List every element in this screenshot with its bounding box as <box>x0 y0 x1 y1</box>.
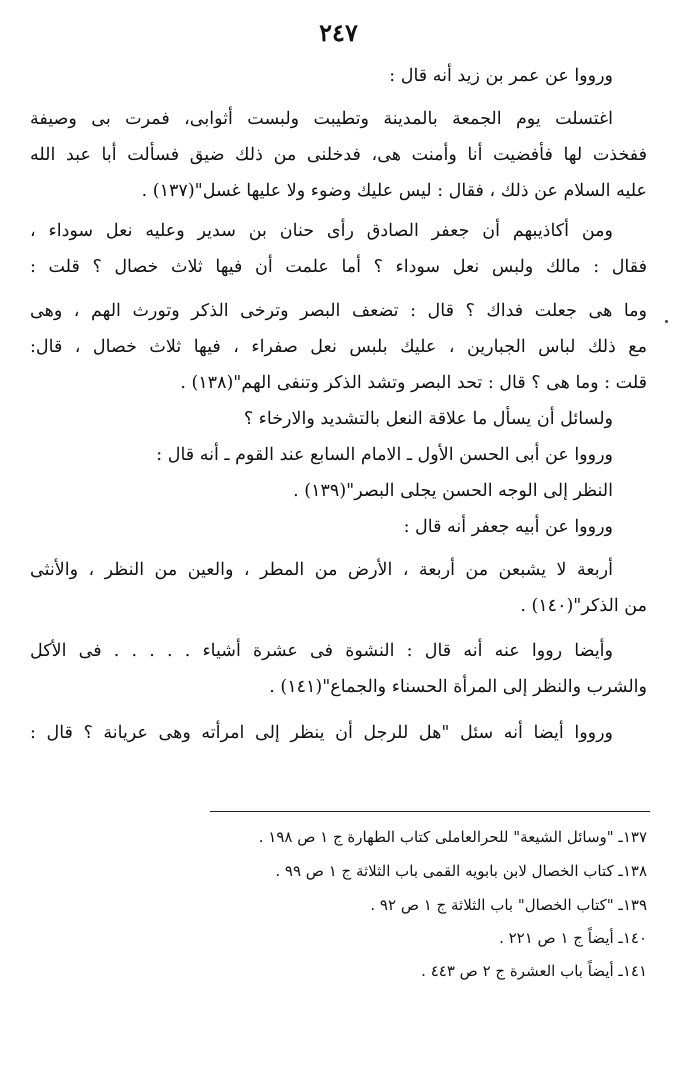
text-line: ففخذت لها فأفضيت أنا وأمنت هى، فدخلنى من ذلك ضيق فسألت أبا عبد الله <box>30 145 647 165</box>
text-line: ولسائل أن يسأل ما علاقة النعل بالتشديد والارخاء ؟ <box>243 409 613 429</box>
footnote: ١٣٩ـ "كتاب الخصال" باب الثلاثة ج ١ ص ٩٢ . <box>370 896 647 914</box>
text-line: مع ذلك لباس الجبارين ، عليك بلبس نعل صفراء ، فيها ثلاث خصال ، قال: <box>30 337 647 357</box>
footnote: ١٣٨ـ كتاب الخصال لابن بابويه القمى باب الثلاثة ج ١ ص ٩٩ . <box>275 862 647 880</box>
margin-mark <box>665 320 668 323</box>
footnote: ١٣٧ـ "وسائل الشيعة" للحرالعاملى كتاب الطهارة ج ١ ص ١٩٨ . <box>258 828 647 846</box>
text-line: ومن أكاذيبهم أن جعفر الصادق رأى حنان بن سدير وعليه نعل سوداء ، <box>30 221 613 241</box>
text-line: قلت : وما هى ؟ قال : تحد البصر وتشد الذكر وتنفى الهم"(١٣٨) . <box>180 373 647 393</box>
text-line: من الذكر"(١٤٠) . <box>520 596 647 616</box>
text-line: أربعة لا يشبعن من أربعة ، الأرض من المطر ، والعين من النظر ، والأنثى <box>30 560 613 580</box>
text-line: ورووا عن عمر بن زيد أنه قال : <box>389 66 613 86</box>
footnote: ١٤٠ـ أيضاً ج ١ ص ٢٢١ . <box>499 929 647 947</box>
page-number: ٢٤٧ <box>319 18 358 47</box>
text-line: والشرب والنظر إلى المرأة الحسناء والجماع"(١٤١) . <box>269 677 647 697</box>
text-line: وأيضا رووا عنه أنه قال : النشوة فى عشرة أشياء . . . . . فى الأكل <box>30 641 613 661</box>
text-line: ورووا عن أبيه جعفر أنه قال : <box>403 517 613 537</box>
text-line: وما هى جعلت فداك ؟ قال : تضعف البصر وترخى الذكر وتورث الهم ، وهى <box>30 301 647 321</box>
footnote: ١٤١ـ أيضاً باب العشرة ج ٢ ص ٤٤٣ . <box>421 962 647 980</box>
text-line: فقال : مالك ولبس نعل سوداء ؟ أما علمت أن فيها ثلاث خصال ؟ قلت : <box>30 257 647 277</box>
text-line: النظر إلى الوجه الحسن يجلى البصر"(١٣٩) . <box>293 481 613 501</box>
text-line: ورووا عن أبى الحسن الأول ـ الامام السابع عند القوم ـ أنه قال : <box>156 445 613 465</box>
text-line: ورووا أيضا أنه سئل "هل للرجل أن ينظر إلى امرأته وهى عريانة ؟ قال : <box>30 723 613 743</box>
text-line: اغتسلت يوم الجمعة بالمدينة وتطيبت ولبست أثوابى، فمرت بى وصيفة <box>30 109 613 129</box>
text-line: عليه السلام عن ذلك ، فقال : ليس عليك وضوء ولا عليها غسل"(١٣٧) . <box>141 181 647 201</box>
footnote-divider <box>210 811 650 812</box>
